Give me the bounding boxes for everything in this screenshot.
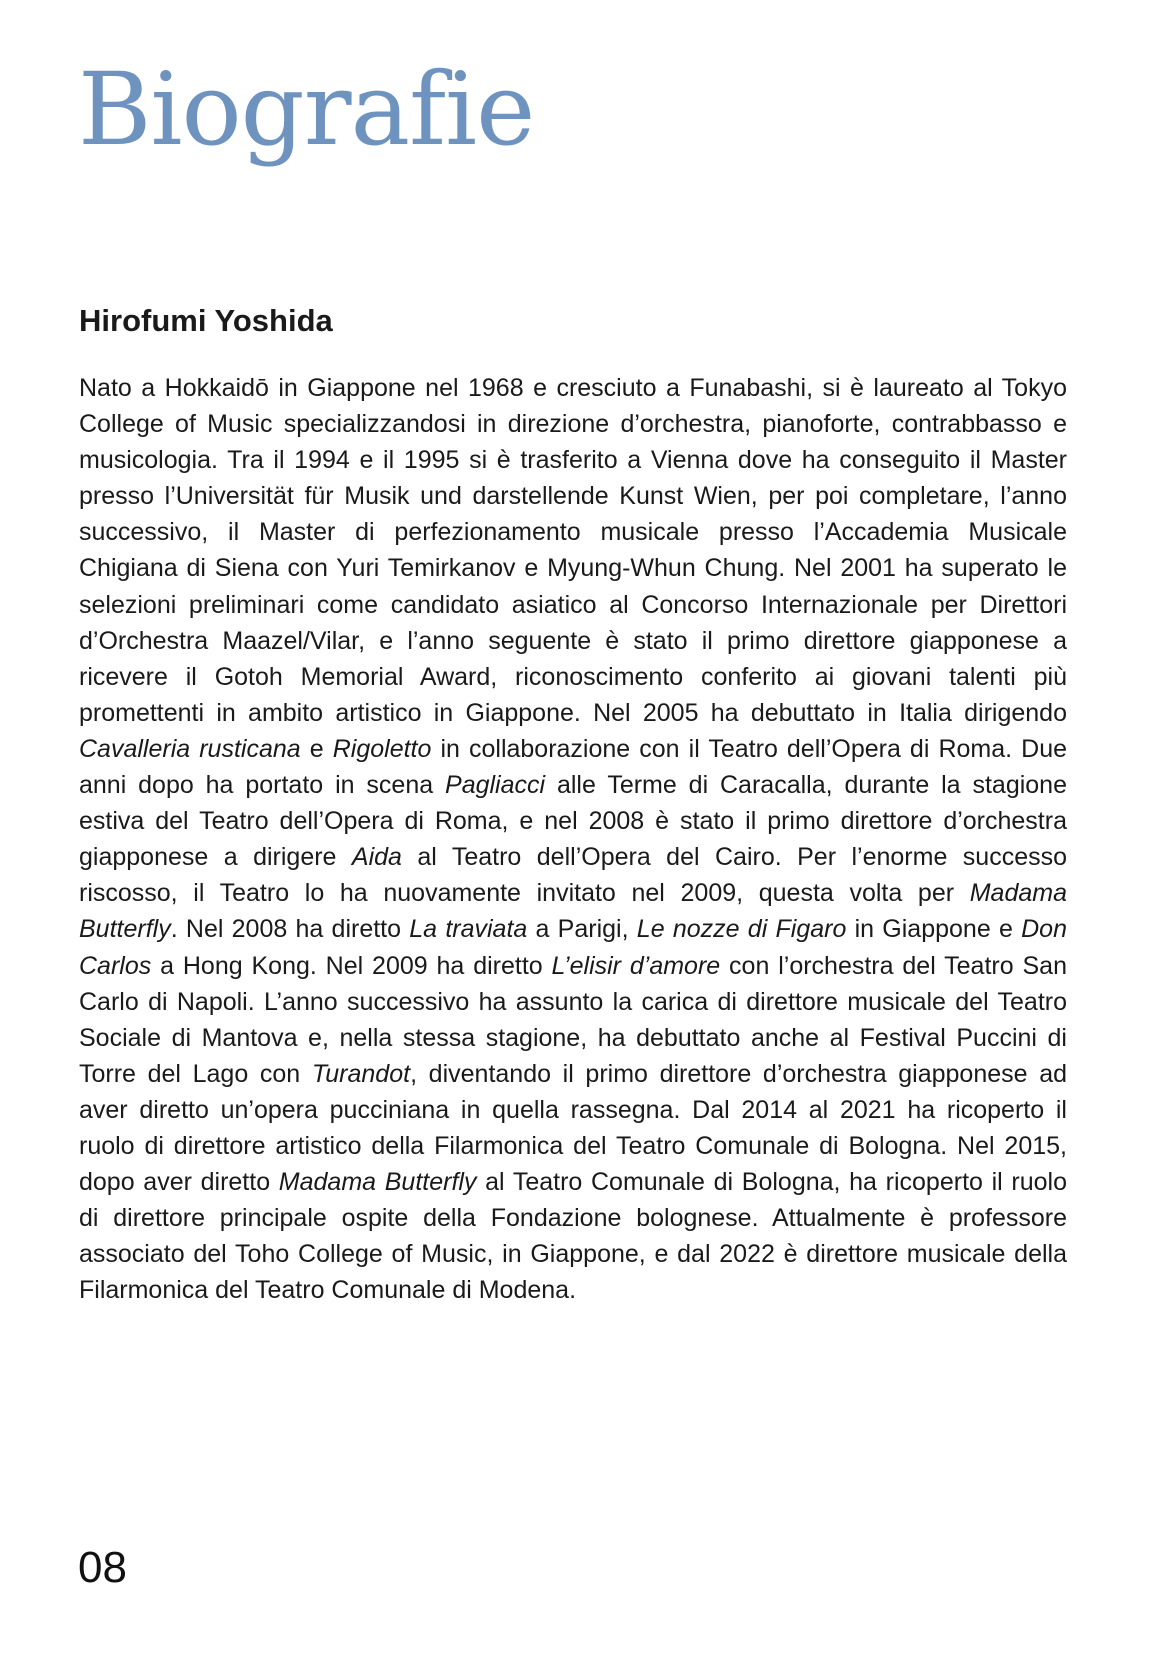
page-number: 08 <box>78 1543 127 1592</box>
bio-opera-title: Rigoletto <box>332 734 432 763</box>
bio-text: al Teatro Comunale di Bologna, ha ricoperto il ruolo di direttore principale ospite della Fondazione bolognese. Attualmente è professore associato del Toho College of Music, in Giappone, e dal 2022 è direttore musicale della Filarmonica del Teatro Comunale di Modena. <box>79 1168 1067 1305</box>
bio-opera-title: Madama Butterfly <box>79 879 1067 944</box>
bio-opera-title: L’elisir d’amore <box>551 951 721 980</box>
biography-paragraph <box>79 370 1067 1308</box>
bio-text: Nato a Hokkaidō in Giappone nel 1968 e cresciuto a Funabashi, si è laureato al Tokyo College of Music specializzandosi in direzione d’orchestra, pianoforte, contrabbasso e musicologia. Tra il 1994 e il 1995 si è trasferito a Vienna dove ha conseguito il Master presso l’Universität für Musik und darstellende Kunst Wien, per poi completare, l’anno successivo, il Master di perfezionamento musicale presso l’Accademia Musicale Chigiana di Siena con Yuri Temirkanov e Myung-Whun Chung. Nel 2001 ha superato le selezioni preliminari come candidato asiatico al Concorso Internazionale per Direttori d’Orchestra Maazel/Vilar, e l’anno seguente è stato il primo direttore giapponese a ricevere il Gotoh Memorial Award, riconoscimento conferito ai giovani talenti più promettenti in ambito artistico in Giappone. Nel 2005 ha debuttato in Italia dirigendo <box>79 374 1067 727</box>
bio-opera-title: Turandot <box>311 1059 411 1088</box>
bio-text: , diventando il primo direttore d’orchestra giapponese ad aver diretto un’opera pucciniana in quella rassegna. Dal 2014 al 2021 ha ricoperto il ruolo di direttore artistico della Filarmonica del Teatro Comunale di Bologna. Nel 2015, dopo aver diretto <box>79 1059 1067 1197</box>
bio-text: al Teatro dell’Opera del Cairo. Per l’enorme successo riscosso, il Teatro lo ha nuovamente invitato nel 2009, questa volta per <box>79 843 1067 908</box>
bio-opera-title: Aida <box>351 843 402 872</box>
bio-text: a Parigi, <box>527 915 637 944</box>
page-title: Biografie <box>78 51 535 168</box>
person-name: Hirofumi Yoshida <box>79 303 333 338</box>
bio-opera-title: La traviata <box>409 915 528 944</box>
bio-opera-title: Don Carlos <box>79 915 1067 980</box>
bio-text: . Nel 2008 ha diretto <box>170 915 410 944</box>
bio-text: a Hong Kong. Nel 2009 ha diretto <box>151 951 552 980</box>
bio-text: con l’orchestra del Teatro San Carlo di Napoli. L’anno successivo ha assunto la carica di direttore musicale del Teatro Sociale di Mantova e, nella stessa stagione, ha debuttato anche al Festival Puccini di Torre del Lago con <box>79 951 1067 1088</box>
bio-opera-title: Madama Butterfly <box>278 1168 477 1197</box>
bio-text: in Giappone e <box>846 915 1022 944</box>
bio-text: in collaborazione con il Teatro dell’Opera di Roma. Due anni dopo ha portato in scena <box>79 734 1068 800</box>
bio-text: alle Terme di Caracalla, durante la stagione estiva del Teatro dell’Opera di Roma, e nel 2008 è stato il primo direttore d’orchestra giapponese a dirigere <box>79 771 1067 872</box>
bio-opera-title: Cavalleria rusticana <box>79 734 301 763</box>
bio-text: e <box>300 734 333 763</box>
bio-opera-title: Pagliacci <box>445 771 546 800</box>
bio-opera-title: Le nozze di Figaro <box>636 915 847 944</box>
